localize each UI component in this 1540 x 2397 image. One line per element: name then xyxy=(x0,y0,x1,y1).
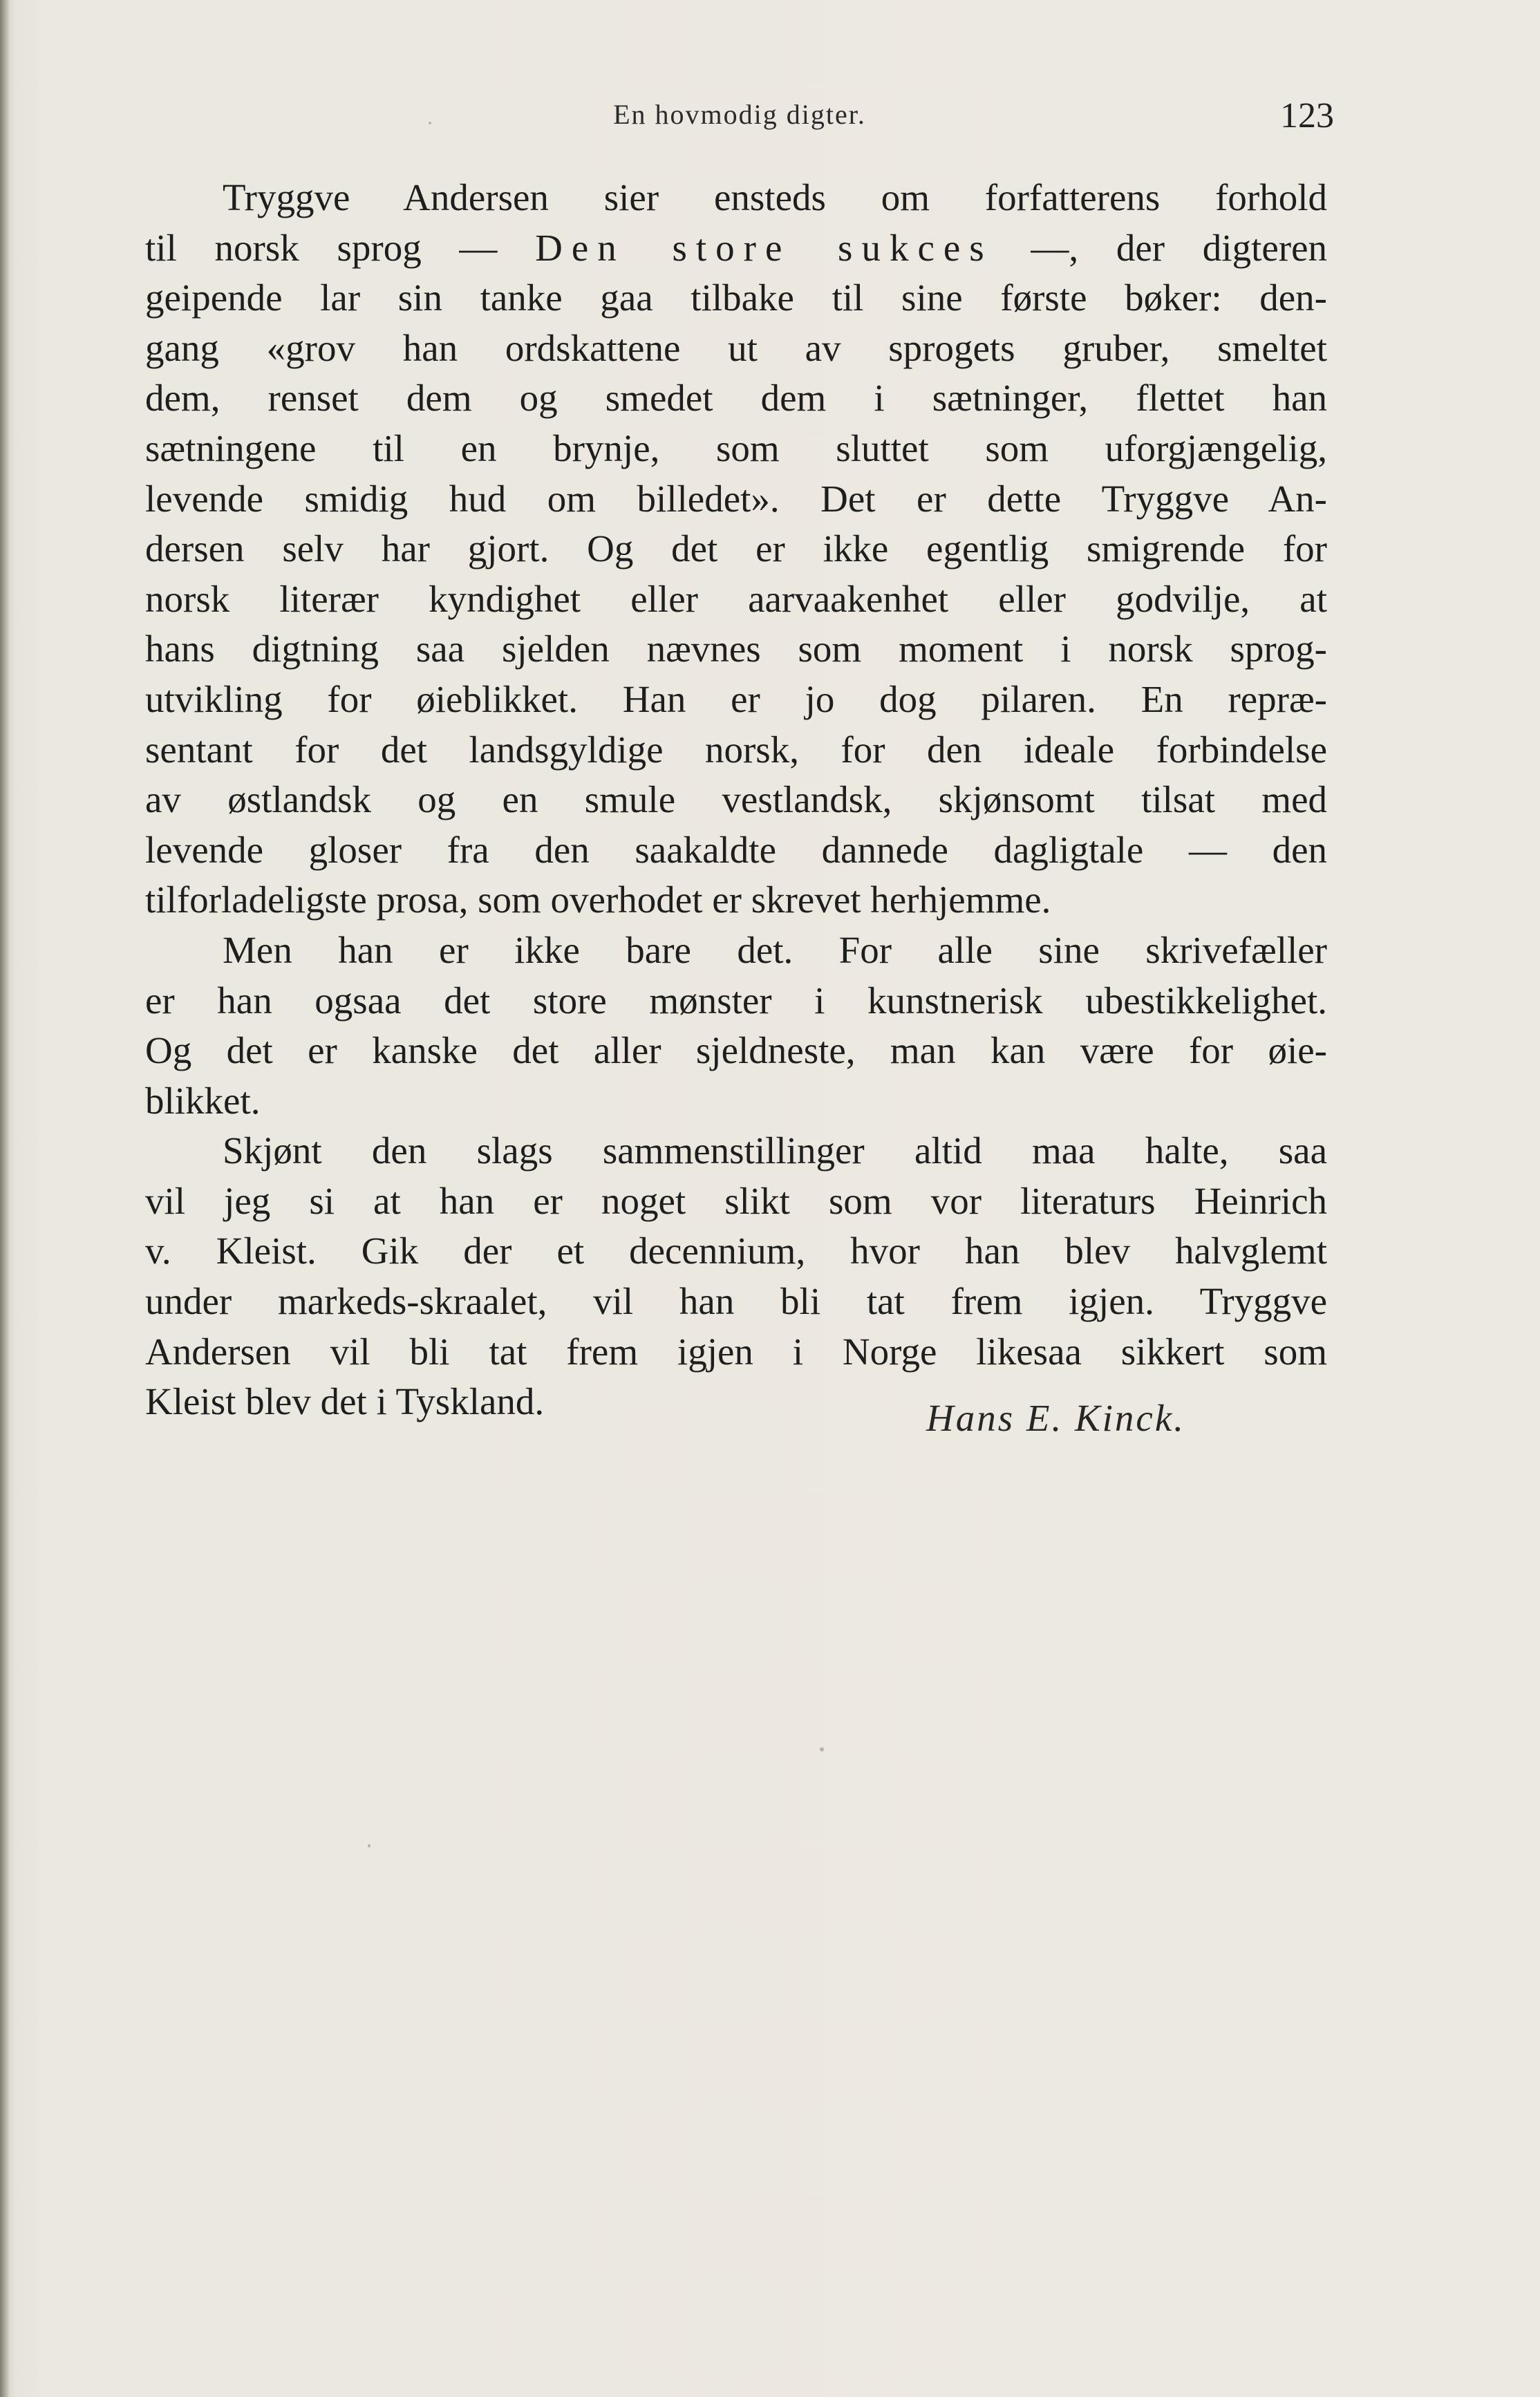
text-line: sætningene til en brynje, som sluttet som uforgjængelig, xyxy=(145,426,1327,469)
body-text xyxy=(145,173,1327,1427)
spaced-emphasis: Den store sukces xyxy=(535,226,993,269)
running-head xyxy=(145,98,1334,140)
text-line: tilforladeligste prosa, som overhodet er skrevet herhjemme. xyxy=(145,878,1051,921)
text-line: geipende lar sin tanke gaa tilbake til sine første bøker: den- xyxy=(145,276,1327,319)
author-signature: Hans E. Kinck. xyxy=(926,1397,1186,1439)
text-line: Men han er ikke bare det. For alle sine skrivefæller xyxy=(223,928,1327,971)
paper-speck xyxy=(368,1844,370,1848)
header-title: En hovmodig digter. xyxy=(613,99,866,130)
text-line: er han ogsaa det store mønster i kunstnerisk ubestikkelighet. xyxy=(145,979,1327,1022)
text-line: under markeds-skraalet, vil han bli tat frem igjen. Tryggve xyxy=(145,1280,1327,1323)
page-number: 123 xyxy=(1280,96,1334,135)
text-line: vil jeg si at han er noget slikt som vor literaturs Heinrich xyxy=(145,1179,1327,1222)
text-line: gang «grov han ordskattene ut av sprogets gruber, smeltet xyxy=(145,326,1327,369)
text-line: levende smidig hud om billedet». Det er dette Tryggve An- xyxy=(145,477,1327,520)
text-line: levende gloser fra den saakaldte dannede dagligtale — den xyxy=(145,828,1327,871)
text-line: sentant for det landsgyldige norsk, for den ideale forbindelse xyxy=(145,728,1327,771)
paper-speck xyxy=(820,1747,824,1751)
text-fragment: til norsk sprog — xyxy=(145,226,536,269)
text-line: Skjønt den slags sammenstillinger altid maa halte, saa xyxy=(223,1129,1327,1172)
text-line: dem, renset dem og smedet dem i sætninger, flettet han xyxy=(145,377,1327,420)
text-line: utvikling for øieblikket. Han er jo dog pilaren. En repræ- xyxy=(145,677,1327,720)
text-line: v. Kleist. Gik der et decennium, hvor han blev halvglemt xyxy=(145,1230,1327,1272)
text-line: blikket. xyxy=(145,1079,261,1122)
text-line: Tryggve Andersen sier ensteds om forfatterens forhold xyxy=(223,176,1327,218)
text-line: hans digtning saa sjelden nævnes som moment i norsk sprog- xyxy=(145,628,1327,670)
text-line xyxy=(145,223,1327,274)
text-line: Andersen vil bli tat frem igjen i Norge likesaa sikkert som xyxy=(145,1330,1327,1373)
text-line: av østlandsk og en smule vestlandsk, skjønsomt tilsat med xyxy=(145,778,1327,821)
page-binding-edge xyxy=(0,0,10,2397)
text-line: norsk literær kyndighet eller aarvaakenhet eller godvilje, at xyxy=(145,577,1327,620)
text-line: dersen selv har gjort. Og det er ikke egentlig smigrende for xyxy=(145,527,1327,570)
paper-speck xyxy=(429,122,431,124)
text-line: Og det er kanske det aller sjeldneste, man kan være for øie- xyxy=(145,1029,1327,1072)
text-fragment: —, der digteren xyxy=(993,226,1327,269)
text-line: Kleist blev det i Tyskland. xyxy=(145,1380,545,1423)
